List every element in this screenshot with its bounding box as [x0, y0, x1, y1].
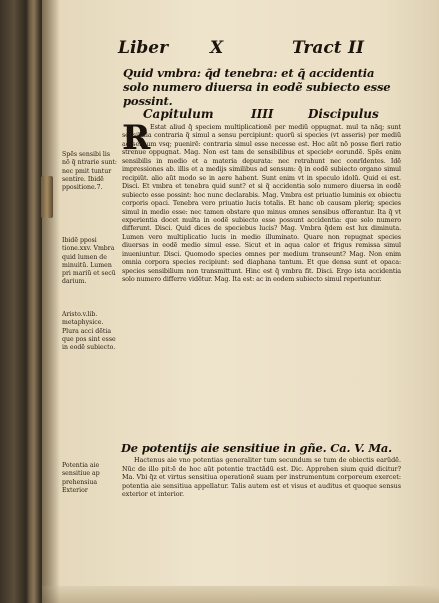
body-paragraph: Estat aliud q̃ speciem multiplicationẽ per mediũ oppugnat. mul ta nãq; sunt sensibilia contraria q̃ simul a sensu percipiunt: quorũ si species (vt asseris) per mediũ ad sensum vsq; puenirẽ: contraria simul esse necesse est. Hoc aũt nõ posse fieri ratio strenue oppugnat. Mag. Non est tam de sensibilibus et speciebꝰ eorundẽ. Spẽs enim sensibilis in medio et a materia depurata: nec retrahunt nec conrĩdentes. Idẽ impressiones ab. illis et a medijs similibus ad sensum: q̃ in eodẽ subiecto organo simul recipiũt. alio aũt modo se in aere habent. Sunt enim vt in speculo idolũ. Quid ei est. Disci. Et vmbra et tenebra quid sunt? et si q̃ accidentia solo numero diuersa in eodẽ subiecto esse possint: hoc nunc declarabis. Mag. Vmbra est priuatio luminis ex obiectu corporis opaci. Tenebra vero priuatio lucis totalis. Et hanc ob causam pleriq; species simul in medio esse: nec tamen obstare quo minus omnes sensibus offerantur. Ita q̃ vt experientia docet multa in eodẽ subiecto esse possunt accidentia: que solo numero differunt. Disci. Quid dices de speciebus lucis? Mag. Vmbra q̃dem est lux diminuta. Lumen vero multiplicatio lucis in medio illuminato. Quare non repugnat species diuersas in eodẽ medio simul esse. Sicut et in aqua calor et frigus remissa simul inueniuntur. Disci. Quomodo species omnes per medium transeunt? Mag. Non enim omnia corpora species recipiunt: sed diaphana tantum. Et que densa sunt et opaca: species sensibilium non transmittunt. Hinc est q̃ vmbra fit. Disci. Ergo ista accidentia solo numero differre vidẽtur. Mag. Ita est: ac in eodem subiecto simul reperiuntur.: [122, 123, 401, 284]
chapter-heading: Quid vmbra: q̃d tenebra: et q̃ accidentia solo numero diuersa in eodẽ subiecto esse possint.: [123, 66, 391, 108]
margin-note-3: Aristo.v.lib. metaphysice. Plura acci dẽtia que pos sint esse in eodẽ subiecto.: [62, 311, 116, 352]
page-bottom-edge: [42, 586, 439, 603]
section-text-block: [122, 456, 401, 499]
section-heading: De potentijs aie sensitiue in gñe. Ca. V. Ma.: [121, 441, 392, 455]
header-liber: Liber: [118, 38, 169, 58]
margin-note-5: Potentia aie sensitiue ap prehensiua Exterior: [62, 462, 100, 494]
header-tract: Tract: [292, 38, 342, 58]
main-text-block: [122, 118, 401, 284]
chapter-label-row: [143, 107, 393, 123]
running-header: [118, 38, 388, 60]
header-tract-number: II: [348, 38, 364, 58]
chapter-number: IIII: [251, 107, 274, 121]
drop-capital: R: [122, 118, 151, 158]
chapter-label: Capitulum: [143, 107, 214, 121]
binding-clasp: [41, 176, 53, 218]
chapter-speaker-tag: Discipulus: [308, 107, 379, 121]
section-paragraph: Hactenus aie vno potentias generaliter tum secundum se tum de obiectis earũdẽ. Nũc de illo pit:ẽ de hoc aũt potentie tractãdũ est. Dic. Apprehen sium quid dicitur? Ma. Vbi q̃z et virtus sensitiua operationẽ suam per instrumentum corporeum exercet: potentia aie sensitiua appellatur. Talis autem est et visus et auditus et quoque sensus exterior et interior.: [122, 456, 401, 498]
header-liber-number: X: [210, 38, 224, 58]
margin-note-1: Spẽs sensibi lis nõ q̃ ntrarie sunt: nec pmit tuntur sentire. Ibidẽ ppositione.7.: [62, 151, 118, 192]
spine-shadow: [42, 0, 60, 603]
margin-note-2: Ibidẽ pposi tione.xxv. Vmbra quid lumen de minuitũ. Lumen pri mariũ et secũ darium.: [62, 237, 116, 286]
